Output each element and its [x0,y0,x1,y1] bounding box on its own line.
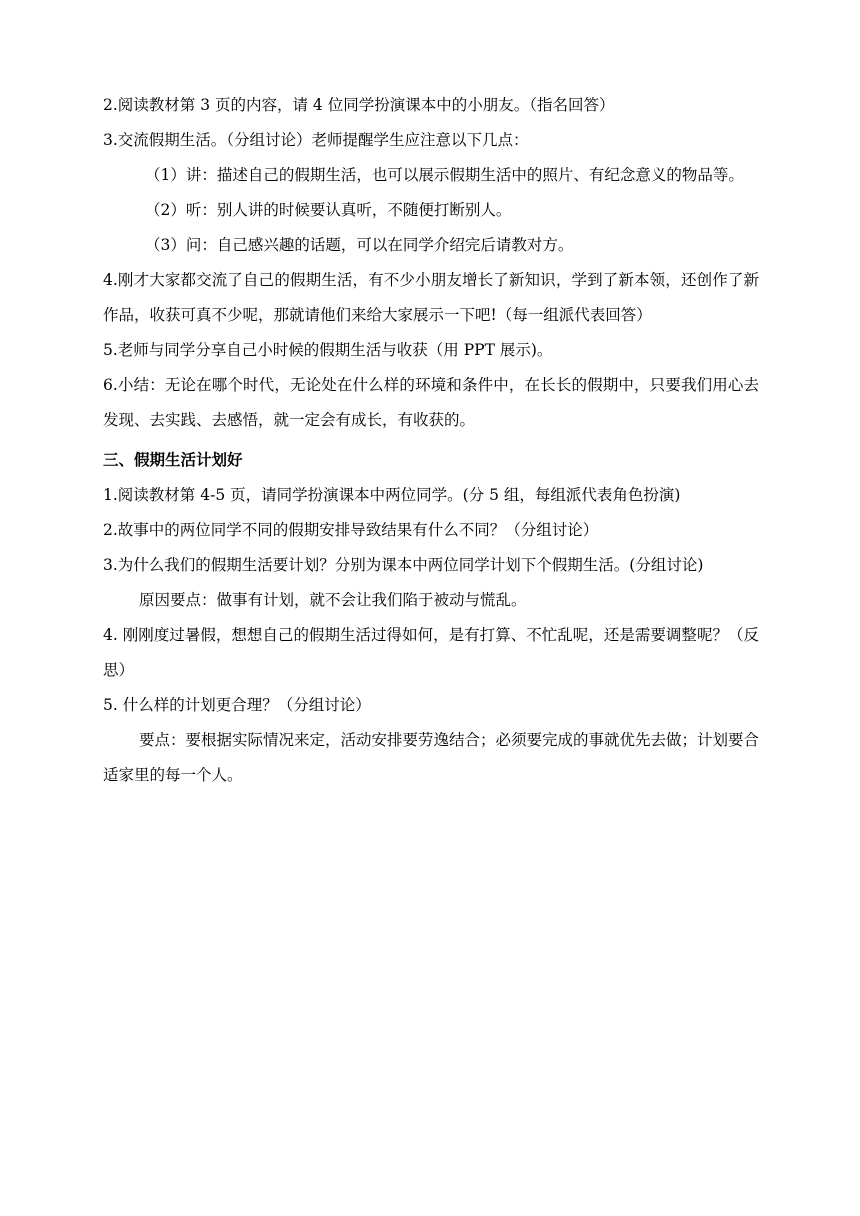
paragraph-reason-note: 原因要点：做事有计划，就不会让我们陷于被动与慌乱。 [139,591,527,609]
paragraph-s3-item-3: 3.为什么我们的假期生活要计划？分别为课本中两位同学计划下个假期生活。(分组讨论) [103,556,704,574]
paragraph-item-5: 5.老师与同学分享自己小时候的假期生活与收获（用 PPT 展示)。 [103,341,553,359]
paragraph-sub-3: （3）问：自己感兴趣的话题，可以在同学介绍完后请教对方。 [145,236,574,254]
paragraph-item-3: 3.交流假期生活。（分组讨论）老师提醒学生应注意以下几点： [103,131,529,149]
paragraph-s3-item-1: 1.阅读教材第 4-5 页，请同学扮演课本中两位同学。(分 5 组，每组派代表角色扮演) [103,486,681,504]
paragraph-item-2: 2.阅读教材第 3 页的内容，请 4 位同学扮演课本中的小朋友。（指名回答） [103,96,615,114]
section-heading-3: 三、假期生活计划好 [103,451,243,469]
paragraph-s3-item-5: 5. 什么样的计划更合理？（分组讨论） [103,696,371,714]
paragraph-sub-1: （1）讲：描述自己的假期生活，也可以展示假期生活中的照片、有纪念意义的物品等。 [145,166,744,184]
paragraph-s3-item-4: 4. 刚刚度过暑假，想想自己的假期生活过得如何，是有打算、不忙乱呢，还是需要调整呢？（反思） [103,626,759,679]
document-page [103,88,759,793]
paragraph-summary: 6.小结：无论在哪个时代，无论处在什么样的环境和条件中，在长长的假期中，只要我们用心去发现、去实践、去感悟，就一定会有成长，有收获的。 [103,376,759,429]
paragraph-key-points-note: 要点：要根据实际情况来定，活动安排要劳逸结合；必须要完成的事就优先去做；计划要合适家里的每一个人。 [103,731,760,784]
paragraph-sub-2: （2）听：别人讲的时候要认真听，不随便打断别人。 [145,201,512,219]
paragraph-item-4: 4.刚才大家都交流了自己的假期生活，有不少小朋友增长了新知识，学到了新本领，还创作了新作品，收获可真不少呢，那就请他们来给大家展示一下吧!（每一组派代表回答） [103,271,759,324]
paragraph-s3-item-2: 2.故事中的两位同学不同的假期安排导致结果有什么不同？（分组讨论） [103,521,599,539]
